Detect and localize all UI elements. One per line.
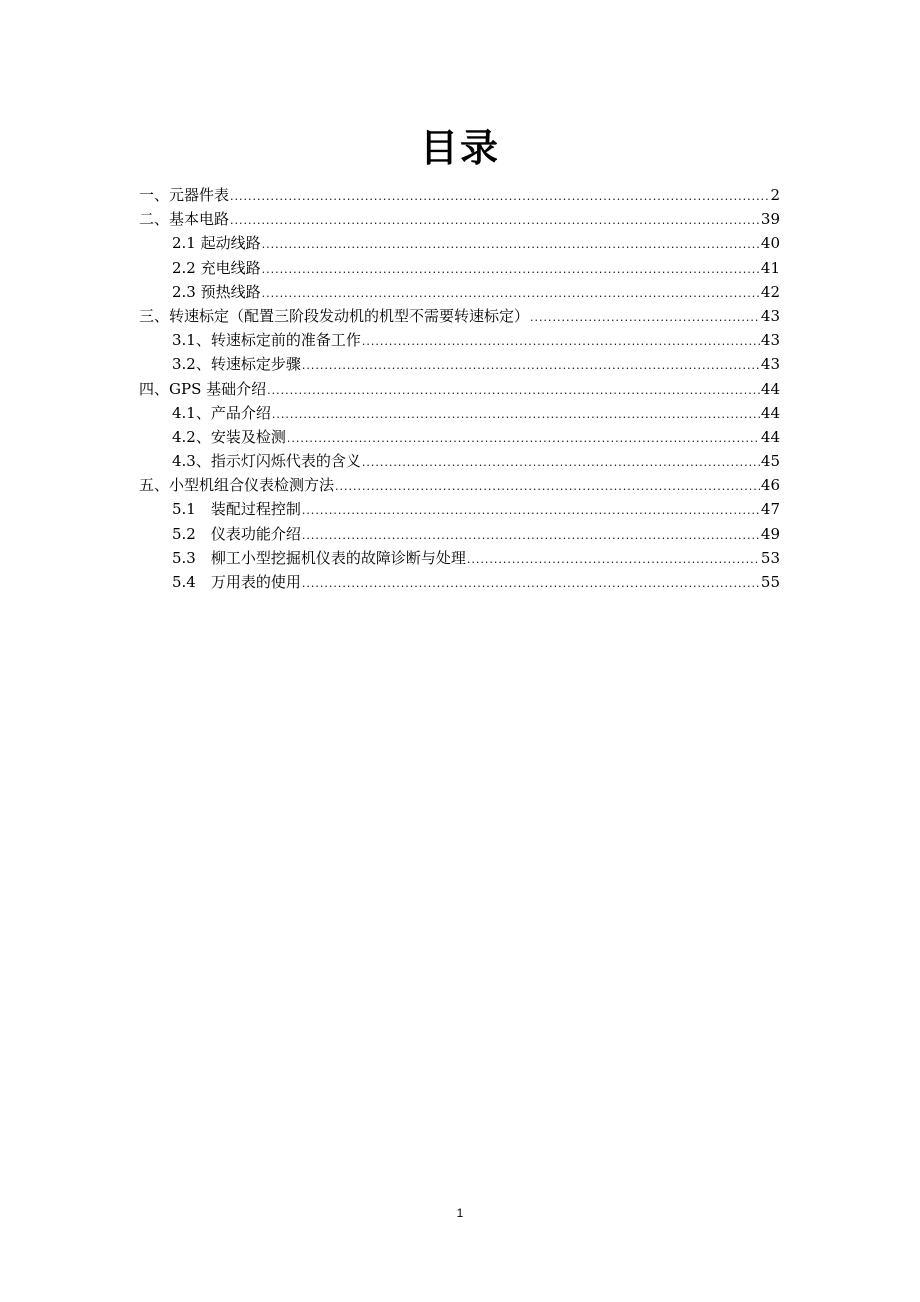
toc-entry-page: 44 xyxy=(760,403,780,422)
toc-entry[interactable] xyxy=(139,207,780,231)
toc-title: 目录 xyxy=(419,126,500,170)
toc-entry-label: 五、小型机组合仪表检测方法 xyxy=(139,476,335,495)
toc-entry-label: 四、GPS 基础介绍 xyxy=(139,379,267,398)
toc-entry-label: 3.1、转速标定前的准备工作 xyxy=(172,331,361,350)
toc-dot-leader xyxy=(302,354,760,378)
toc-entry-label: 2.2 充电线路 xyxy=(172,258,261,277)
toc-entry-page: 41 xyxy=(760,258,780,277)
toc-dot-leader xyxy=(230,209,760,233)
toc-dot-leader xyxy=(272,403,760,427)
toc-entry-label: 5.3 柳工小型挖掘机仪表的故障诊断与处理 xyxy=(172,548,466,567)
toc-entry-label: 4.3、指示灯闪烁代表的含义 xyxy=(172,452,361,471)
toc-entry-page: 44 xyxy=(760,379,780,398)
page-number: 1 xyxy=(456,1206,464,1220)
toc-entry[interactable] xyxy=(139,377,780,401)
toc-entry[interactable] xyxy=(139,473,780,497)
toc-entry-label: 2.1 起动线路 xyxy=(172,234,261,253)
toc-entry-page: 42 xyxy=(760,282,780,301)
toc-entry-label: 3.2、转速标定步骤 xyxy=(172,355,301,374)
toc-entry-label: 5.1 装配过程控制 xyxy=(172,500,301,519)
toc-entry[interactable] xyxy=(139,304,780,328)
toc-entry[interactable] xyxy=(139,328,780,352)
toc-entry-page: 45 xyxy=(760,452,780,471)
toc-entry-label: 2.3 预热线路 xyxy=(172,282,261,301)
toc-entry-page: 43 xyxy=(760,331,780,350)
toc-entry-label: 一、元器件表 xyxy=(139,186,230,204)
toc-entry-label: 三、转速标定（配置三阶段发动机的机型不需要转速标定） xyxy=(139,306,530,325)
toc-dot-leader xyxy=(302,499,760,523)
toc-entry[interactable] xyxy=(139,256,780,280)
toc-entry[interactable] xyxy=(139,425,780,449)
toc-entry-label: 4.2、安装及检测 xyxy=(172,427,286,446)
toc-entry-label: 4.1、产品介绍 xyxy=(172,403,271,422)
toc-dot-leader xyxy=(467,548,760,572)
toc-entry[interactable] xyxy=(139,449,780,473)
toc-dot-leader xyxy=(335,475,760,499)
toc-dot-leader xyxy=(230,185,769,209)
toc-dot-leader xyxy=(530,306,760,330)
toc-dot-leader xyxy=(267,379,760,403)
toc-dot-leader xyxy=(362,330,760,354)
toc-dot-leader xyxy=(302,572,760,596)
toc-dot-leader xyxy=(262,233,760,257)
toc-entry-page: 43 xyxy=(760,355,780,374)
toc-entry[interactable] xyxy=(139,522,780,546)
toc-dot-leader xyxy=(262,258,760,282)
toc-entry-label: 5.2 仪表功能介绍 xyxy=(172,524,301,543)
toc-entry[interactable] xyxy=(139,231,780,255)
toc-dot-leader xyxy=(302,524,760,548)
toc-dot-leader xyxy=(287,427,760,451)
toc-entry-page: 43 xyxy=(760,306,780,325)
table-of-contents xyxy=(139,183,780,594)
toc-entry-page: 49 xyxy=(760,524,780,543)
toc-entry-page: 55 xyxy=(760,573,780,591)
toc-entry-page: 39 xyxy=(760,210,780,229)
toc-entry[interactable] xyxy=(139,497,780,521)
toc-entry-label: 5.4 万用表的使用 xyxy=(172,573,301,591)
toc-entry[interactable] xyxy=(139,401,780,425)
toc-dot-leader xyxy=(262,282,760,306)
toc-entry-page: 47 xyxy=(760,500,780,519)
toc-entry-page: 2 xyxy=(770,186,780,204)
toc-entry-page: 46 xyxy=(760,476,780,495)
toc-entry[interactable] xyxy=(139,546,780,570)
toc-entry[interactable] xyxy=(139,280,780,304)
toc-dot-leader xyxy=(362,451,760,475)
toc-entry-label: 二、基本电路 xyxy=(139,210,230,229)
toc-entry-page: 53 xyxy=(760,548,780,567)
toc-entry-page: 40 xyxy=(760,234,780,253)
toc-entry[interactable] xyxy=(139,352,780,376)
toc-entry-page: 44 xyxy=(760,427,780,446)
toc-entry[interactable] xyxy=(139,183,780,207)
toc-entry[interactable] xyxy=(139,570,780,594)
